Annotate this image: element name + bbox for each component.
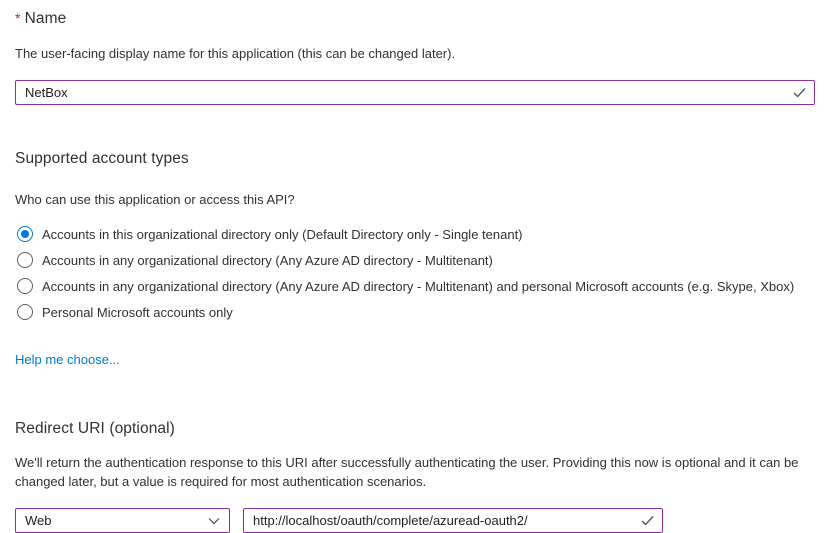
radio-dot bbox=[21, 256, 29, 264]
radio-selected-icon[interactable] bbox=[17, 226, 33, 242]
help-me-choose-link[interactable]: Help me choose... bbox=[15, 352, 120, 367]
account-types-question: Who can use this application or access this API? bbox=[15, 192, 295, 207]
platform-select-value: Web bbox=[25, 513, 52, 528]
account-type-option-label: Accounts in any organizational directory (Any Azure AD directory - Multitenant) bbox=[42, 252, 493, 268]
redirect-uri-description: We'll return the authentication response to this URI after successfully authenticating the user. Providing this now is optional and it can be changed later, but a value is required for most authentication scenarios. bbox=[15, 455, 799, 489]
account-type-option-1[interactable] bbox=[15, 247, 815, 273]
account-type-option-label: Personal Microsoft accounts only bbox=[42, 304, 233, 320]
radio-dot bbox=[21, 282, 29, 290]
radio-unselected-icon[interactable] bbox=[17, 304, 33, 320]
name-title-text: Name bbox=[24, 10, 67, 27]
account-type-option-3[interactable] bbox=[15, 299, 815, 325]
account-types-title: Supported account types bbox=[15, 150, 189, 167]
name-input-container bbox=[15, 80, 815, 105]
radio-unselected-icon[interactable] bbox=[17, 252, 33, 268]
account-type-option-label: Accounts in any organizational directory (Any Azure AD directory - Multitenant) and personal Microsoft accounts (e.g. Skype, Xbox) bbox=[42, 278, 795, 294]
required-marker: * bbox=[15, 10, 21, 26]
platform-select[interactable] bbox=[15, 508, 230, 533]
name-description: The user-facing display name for this application (this can be changed later). bbox=[15, 46, 456, 61]
redirect-uri-title: Redirect URI (optional) bbox=[15, 420, 175, 437]
valid-checkmark-icon bbox=[641, 515, 654, 526]
radio-dot bbox=[21, 308, 29, 316]
radio-dot bbox=[21, 230, 29, 238]
name-section-title bbox=[15, 10, 815, 28]
account-type-option-0[interactable] bbox=[15, 221, 815, 247]
valid-checkmark-icon bbox=[793, 87, 806, 98]
redirect-uri-input[interactable] bbox=[244, 509, 662, 532]
redirect-uri-input-container bbox=[243, 508, 663, 533]
radio-unselected-icon[interactable] bbox=[17, 278, 33, 294]
account-type-radio-group bbox=[15, 221, 815, 325]
account-type-option-label: Accounts in this organizational directory only (Default Directory only - Single tenant) bbox=[42, 226, 523, 242]
chevron-down-icon bbox=[208, 517, 220, 525]
name-input[interactable] bbox=[16, 81, 814, 104]
account-type-option-2[interactable] bbox=[15, 273, 815, 299]
